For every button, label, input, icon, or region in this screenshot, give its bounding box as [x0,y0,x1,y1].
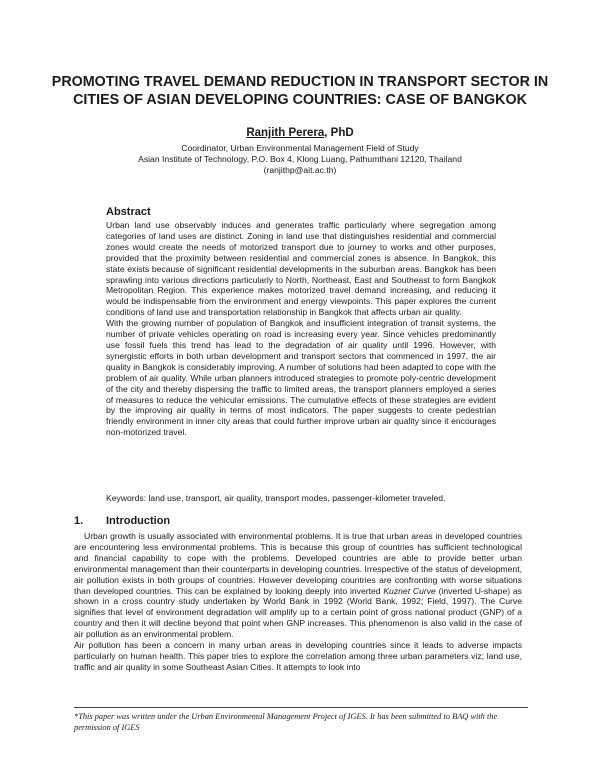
abstract-paragraph: Urban land use observably induces and generates traffic particularly where segregation among categories of land uses are distinct. Zoning in land use that distinguishes residential and commercial zones would create the needs of motorized transport due to journey to works and other purposes, provided that the proximity between residential and commercial zones is absence. In Bangkok, this state exists because of significant residential developments in the suburban areas. Bangkok has been sprawling into various directions particularly to North, Northeast, East and Southeast to form Bangkok Metropolitan Region. This experience makes motorized travel demand increasing, and reducing it would be indispensable from the environment and energy viewpoints. This paper explores the current conditions of land use and transportation relationship in Bangkok that affects urban air quality. [106,220,496,318]
author-degree: PhD [327,127,354,139]
affiliation-line: Asian Institute of Technology, P.O. Box 4, Klong Luang, Pathumthani 12120, Thailand [138,154,462,164]
paper-title: PROMOTING TRAVEL DEMAND REDUCTION IN TRANSPORT SECTOR IN CITIES OF ASIAN DEVELOPING COUNTRIES: CASE OF BANGKOK [51,74,549,108]
footnote: *This paper was written under the Urban Environmental Management Project of IGES. It has been submitted to BAQ with the permission of IGES [74,712,498,732]
abstract-paragraph: With the growing number of population of Bangkok and insufficient integration of transit systems, the number of private vehicles operating on road is increasing every year. Since vehicles predominantly use fossil fuels this trend has lead to the degradation of air quality until 1996. However, with synergistic efforts in both urban development and transport sectors that commenced in 1997, the air quality in Bangkok is considerably improving. A number of solutions had been adapted to cope with the problem of air quality. While urban planners introduced strategies to promote poly-centric development of the city and thereby dispersing the traffic to limited areas, the transport planners employed a series of measures to reduce the vehicular emissions. The cumulative effects of these strategies are evident by the improving air quality in terms of most indicators. The paper suggests to create pedestrian friendly environment in inner city areas that could further improve urban air quality since it encourages non-motorized travel. [106,318,496,438]
section-title: Introduction [106,515,171,527]
affiliation [40,143,560,176]
intro-paragraph: Air pollution has been a concern in many urban areas in developing countries since it leads to adverse impacts particularly on human health. This paper tries to explore the correlation among three urban parameters viz; land use, traffic and air quality in some Southeast Asian Cities. It attempts to look into [74,640,522,672]
introduction-body [74,531,522,673]
kuznet-curve-term: Kuznet Curve [383,585,436,596]
author-name: Ranjith Perera, [246,127,328,139]
author-line [0,127,600,139]
footnote-rule [74,707,528,708]
abstract-body [106,220,496,438]
affiliation-line: Coordinator, Urban Environmental Management Field of Study [181,143,419,153]
section-heading [74,515,170,527]
section-number: 1. [74,515,84,527]
keywords: Keywords: land use, transport, air quality, transport modes, passenger-kilometer traveled. [106,493,446,503]
author-email: (ranjithp@ait.ac.th) [263,165,337,175]
intro-paragraph: Urban growth is usually associated with environmental problems. It is true that urban areas in developed countries are encountering less environmental problems. This is because this group of countries has sufficient technological and financial capability to cope with the problems. Developed countries are able to provide better urban environmental management than their counterparts in developing countries. Irrespective of the status of development, air pollution exists in both groups of countries. However developing countries are confronting with worse situations than developed countries. This can be explained by looking deeply into inverted Kuznet Curve (inverted U-shape) as shown in a cross country study undertaken by World Bank in 1992 (World Bank, 1992; Field, 1997). The Curve signifies that level of environment degradation will amplify up to a certain point of gross national product (GNP) of a country and then it will decline beyond that point when GNP increases. This phenomenon is also valid in the case of air pollution as an environmental problem. [74,531,522,640]
abstract-heading: Abstract [106,206,151,218]
